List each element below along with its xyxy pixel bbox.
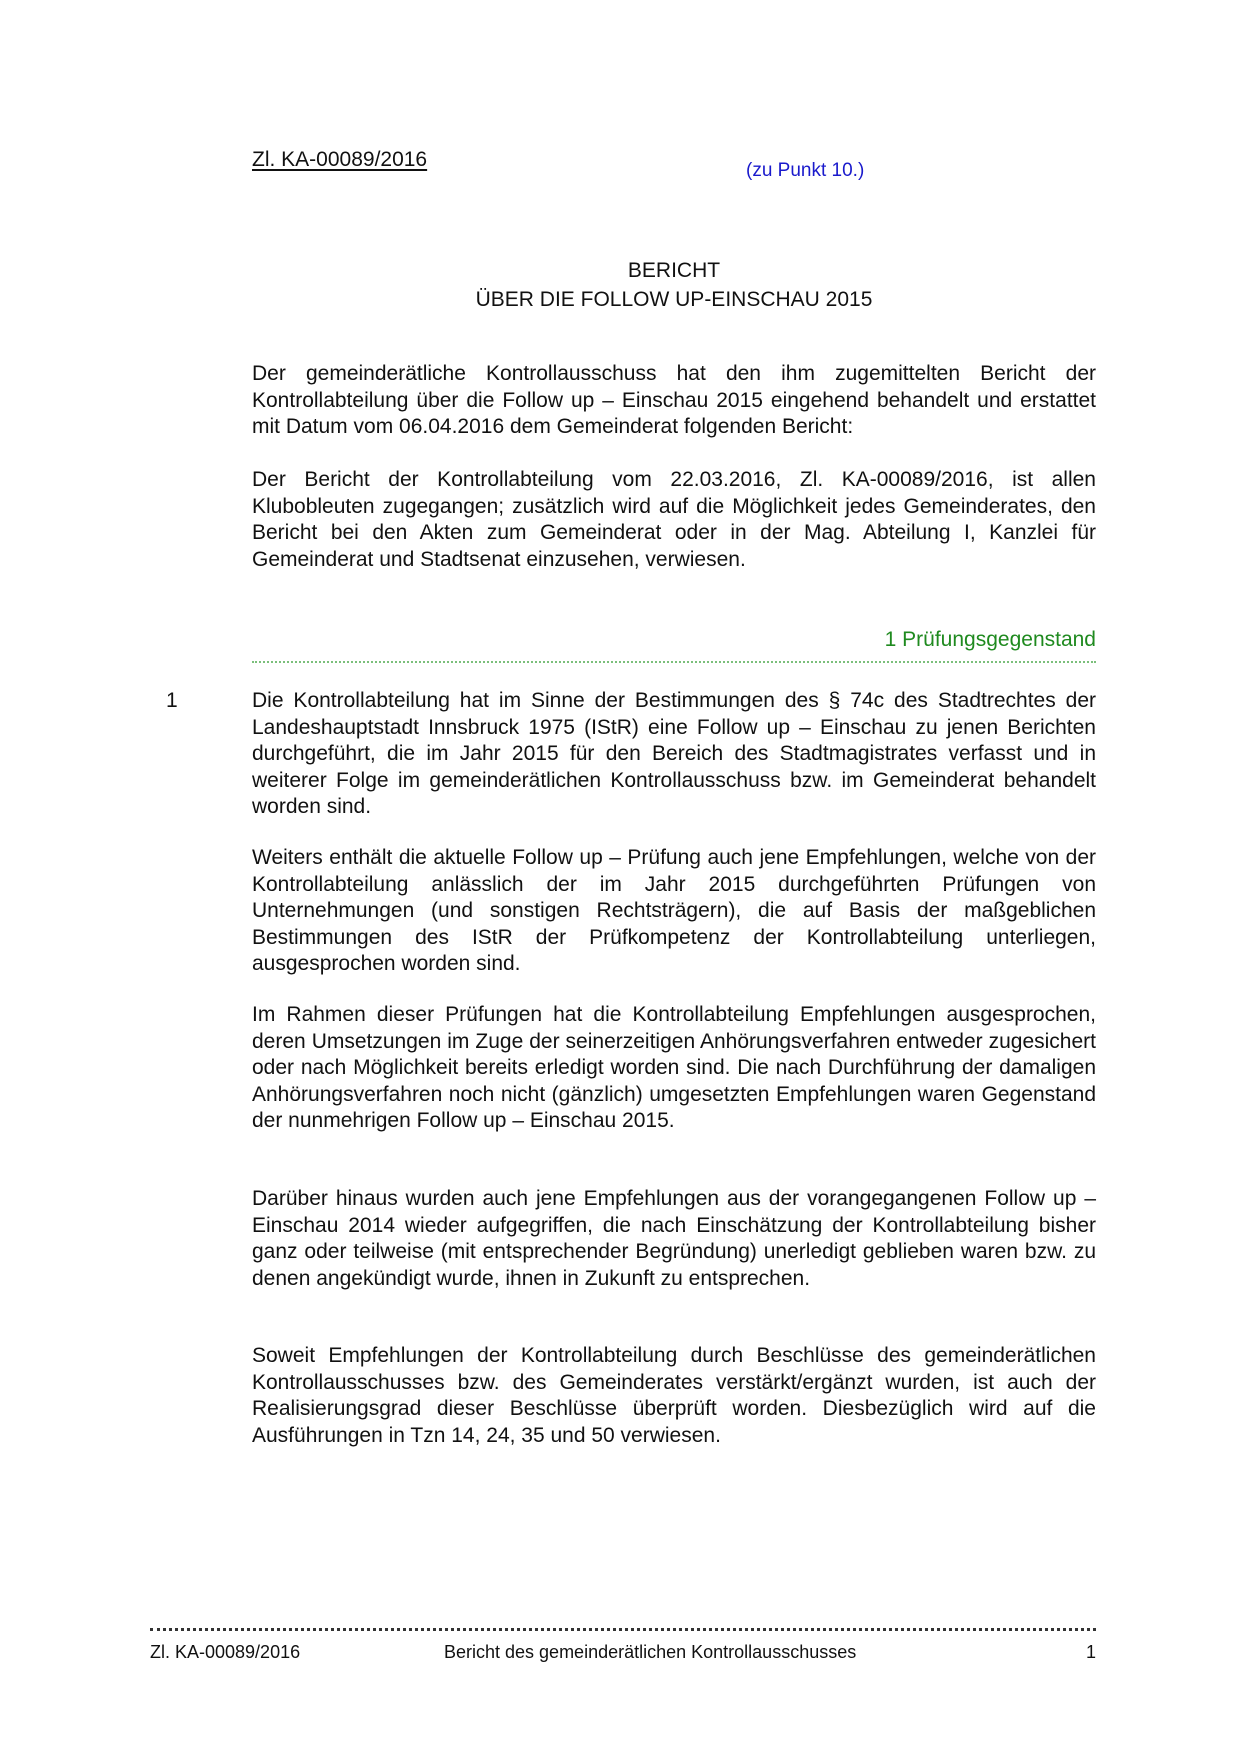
body-paragraph-4: Darüber hinaus wurden auch jene Empfehlungen aus der vorangegangenen Follow up – Einschau 2014 wieder aufgegriffen, die nach Einschätzung der Kontrollabteilung bisher ganz oder teilweise (mit entsprechender Begründung) unerledigt geblieben waren bzw. zu denen angekündigt wurde, ihnen in Zukunft zu entsprechen. — [252, 1187, 1096, 1290]
report-title — [252, 256, 1096, 314]
reference-number: Zl. KA-00089/2016 — [252, 148, 428, 171]
body-paragraph-3: Im Rahmen dieser Prüfungen hat die Kontrollabteilung Empfehlungen ausgesprochen, deren Umsetzungen im Zuge der seinerzeitigen Anhörungsverfahren entweder zugesichert oder nach Möglichkeit bereits erledigt worden sind. Die nach Durchführung der damaligen Anhörungsverfahren noch nicht (gänzlich) umgesetzten Empfehlungen waren Gegenstand der nunmehrigen Follow up – Einschau 2015. — [252, 1003, 1096, 1132]
footer-title: Bericht des gemeinderätlichen Kontrollausschusses — [444, 1642, 857, 1662]
report-title-line-2: ÜBER DIE FOLLOW UP-EINSCHAU 2015 — [475, 288, 873, 311]
agenda-item-reference: (zu Punkt 10.) — [746, 160, 865, 181]
footer-reference: Zl. KA-00089/2016 — [150, 1642, 301, 1662]
section-heading: 1 Prüfungsgegenstand — [884, 628, 1096, 651]
intro-paragraph-1: Der gemeinderätliche Kontrollausschuss hat den ihm zugemittelten Bericht der Kontrollabteilung über die Follow up – Einschau 2015 eingehend behandelt und erstattet mit Datum vom 06.04.2016 dem Gemeinderat folgenden Bericht: — [252, 362, 1096, 438]
body-paragraph-5: Soweit Empfehlungen der Kontrollabteilung durch Beschlüsse des gemeinderätlichen Kontrollausschusses bzw. des Gemeinderates verstärkt/ergänzt wurden, ist auch der Realisierungsgrad dieser Beschlüsse überprüft worden. Diesbezüglich wird auf die Ausführungen in Tzn 14, 24, 35 und 50 verwiesen. — [252, 1344, 1096, 1447]
text-number: 1 — [166, 689, 178, 712]
section-divider — [252, 661, 1096, 663]
intro-paragraph-2: Der Bericht der Kontrollabteilung vom 22.03.2016, Zl. KA-00089/2016, ist allen Klubobleuten zugegangen; zusätzlich wird auf die Möglichkeit jedes Gemeinderates, den Bericht bei den Akten zum Gemeinderat oder in der Mag. Abteilung I, Kanzlei für Gemeinderat und Stadtsenat einzusehen, verwiesen. — [252, 468, 1096, 571]
report-title-line-1: BERICHT — [627, 259, 721, 282]
page-number: 1 — [1086, 1642, 1097, 1662]
body-paragraph-1: Die Kontrollabteilung hat im Sinne der Bestimmungen des § 74c des Stadtrechtes der Landeshauptstadt Innsbruck 1975 (IStR) eine Follow up – Einschau zu jenen Berichten durchgeführt, die im Jahr 2015 für den Bereich des Stadtmagistrates verfasst und in weiterer Folge im gemeinderätlichen Kontrollausschuss bzw. im Gemeinderat behandelt worden sind. — [252, 689, 1096, 818]
body-paragraph-2: Weiters enthält die aktuelle Follow up – Prüfung auch jene Empfehlungen, welche von der Kontrollabteilung anlässlich der im Jahr 2015 durchgeführten Prüfungen von Unternehmungen (und sonstigen Rechtsträgern), die auf Basis der maßgeblichen Bestimmungen des IStR der Prüfkompetenz der Kontrollabteilung unterliegen, ausgesprochen worden sind. — [252, 846, 1096, 975]
footer-divider — [150, 1628, 1096, 1631]
